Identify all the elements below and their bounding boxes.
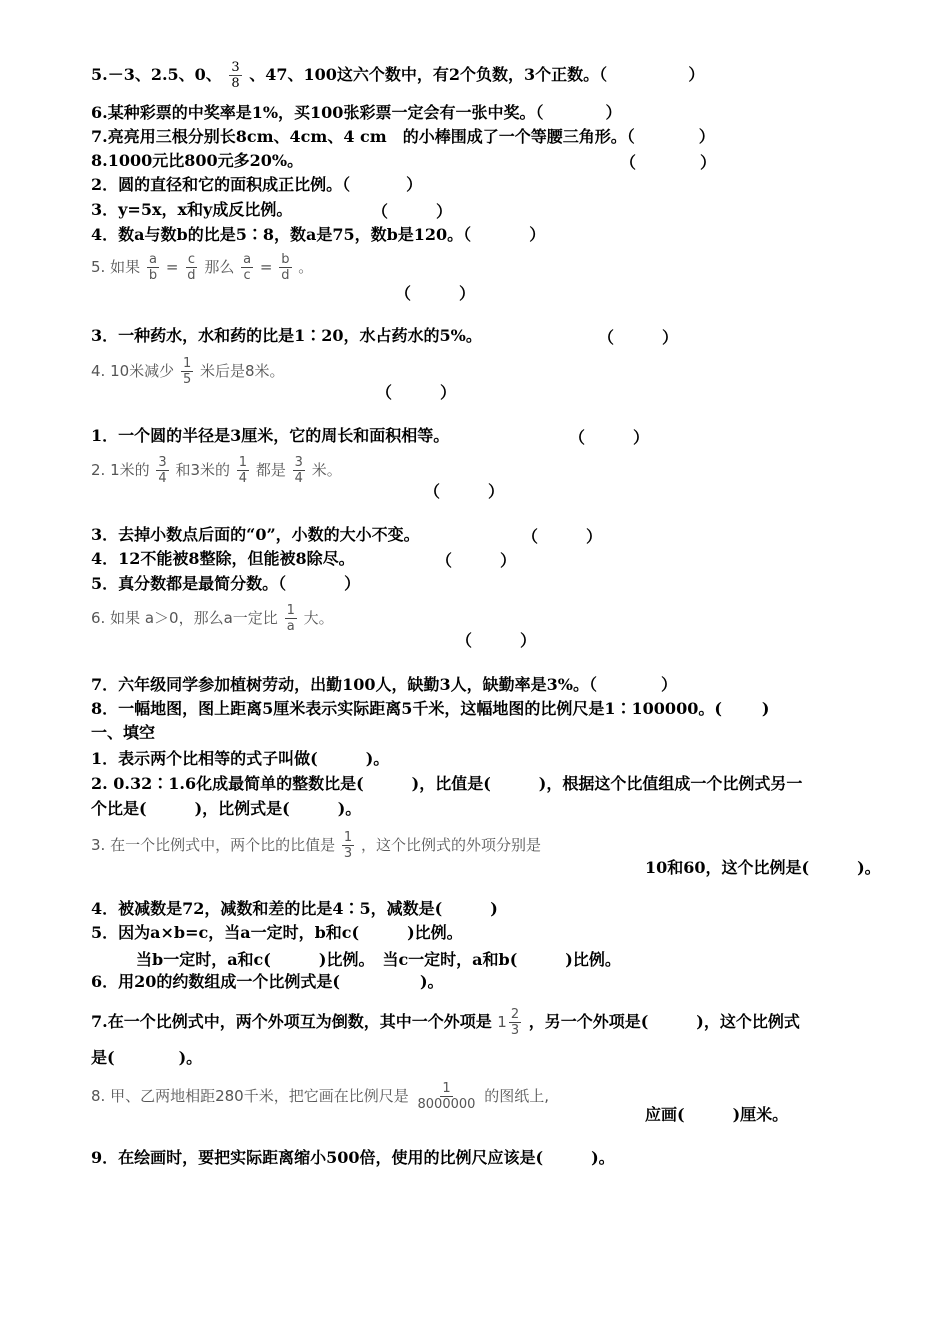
question-line <box>91 199 292 221</box>
answer-bracket[interactable]: （ ） <box>424 482 505 501</box>
answer-bracket[interactable]: （ ） <box>456 631 537 650</box>
question-line: 4. 10米减少 $\frac{1}{5}$ 米后是8米。 <box>91 356 285 387</box>
question-text: 3．y=5x，x和y成反比例。 <box>91 200 293 219</box>
answer-bracket[interactable]: （ ） <box>569 428 650 447</box>
question-text: 5．真分数都是最简分数。（ <box>91 574 287 593</box>
fraction: $\frac{3}{4}$ <box>158 455 167 486</box>
fill-question: 8. 甲、乙两地相距280千米，把它画在比例尺是 $\frac{1}{8000000}$ 的图纸上, <box>91 1081 549 1112</box>
answer-bracket[interactable]: （ ） <box>522 527 603 546</box>
fraction: $\frac{a}{c}$ <box>243 252 252 283</box>
fill-question: 5．因为a×b=c，当a一定时，b和c( )比例。 <box>91 923 463 942</box>
answer-bracket[interactable]: （ ） <box>436 551 517 570</box>
answer-bracket[interactable]: （ ） <box>376 383 457 402</box>
answer-bracket-close[interactable]: ） <box>698 127 715 146</box>
fraction: $\frac{1}{3}$ <box>343 830 353 861</box>
answer-bracket-close: ） <box>688 65 705 84</box>
fraction: $\frac{1}{5}$ <box>182 356 192 387</box>
question-text: 7．六年级同学参加植树劳动，出勤100人，缺勤3人，缺勤率是3%。（ <box>91 675 598 694</box>
question-text: 、47、100这六个数中，有2个负数，3个正数。（ <box>249 65 608 84</box>
question-line <box>91 126 715 148</box>
question-text: 2. 1米的 <box>91 461 150 479</box>
question-line <box>91 425 449 447</box>
fill-question-cont: 10和60，这个比例是( )。 <box>645 858 881 877</box>
fraction: $\frac{1}{8000000}$ <box>417 1081 476 1112</box>
question-text: 5.－3、2.5、0、 <box>91 65 222 84</box>
question-line: 2. 1米的 $\frac{3}{4}$ 和3米的 $\frac{1}{4}$ 都是 $\frac{3}{4}$ 米。 <box>91 455 342 486</box>
question-line <box>91 150 303 172</box>
fill-question: 1．表示两个比相等的式子叫做( )。 <box>91 749 390 768</box>
fraction: $\frac{1}{a}$ <box>286 603 295 634</box>
fill-question: 9．在绘画时，要把实际距离缩小500倍，使用的比例尺应该是( )。 <box>91 1148 615 1167</box>
fill-question-cont: 应画( )厘米。 <box>645 1105 789 1124</box>
fill-question-cont: 当b一定时，a和c( )比例。 当c一定时，a和b( )比例。 <box>136 950 621 969</box>
question-line <box>91 102 621 124</box>
question-text: 8. 甲、乙两地相距280千米，把它画在比例尺是 <box>91 1087 409 1105</box>
question-text: 1．一个圆的半径是3厘米，它的周长和面积相等。 <box>91 426 450 445</box>
answer-bracket[interactable]: （ ） <box>620 153 717 172</box>
fraction: $\frac{3}{8}$ <box>231 60 240 91</box>
question-line <box>91 548 355 570</box>
question-line: 6. 如果 a＞0，那么a一定比 $\frac{1}{a}$ 大。 <box>91 603 334 634</box>
fraction: $\frac{a}{b}$ <box>148 252 158 283</box>
question-line <box>91 325 482 347</box>
section-heading: 一、填空 <box>91 723 156 742</box>
question-line <box>91 698 769 720</box>
fraction: $\frac{2}{3}$ <box>510 1007 520 1038</box>
question-text: 6. 如果 a＞0，那么a一定比 <box>91 609 278 627</box>
fill-question: 6．用20的约数组成一个比例式是( )。 <box>91 972 444 991</box>
question-text: 8.1000元比800元多20%。 <box>91 151 304 170</box>
question-text: 2．圆的直径和它的面积成正比例。（ <box>91 175 351 194</box>
question-text: 3．去掉小数点后面的“0”，小数的大小不变。 <box>91 525 420 544</box>
question-line <box>91 60 704 91</box>
question-text: 6.某种彩票的中奖率是1%，买100张彩票一定会有一张中奖。（ <box>91 103 544 122</box>
fill-question: 2. 0.32∶1.6化成最简单的整数比是( )，比值是( )，根据这个比值组成一个比例式另一 <box>91 774 803 793</box>
question-text: 7.亮亮用三根分别长8cm、4cm、4 cm 的小棒围成了一个等腰三角形。（ <box>91 127 635 146</box>
answer-bracket-close[interactable]: ) <box>761 699 770 718</box>
question-text: 7.在一个比例式中，两个外项互为倒数，其中一个外项是 <box>91 1012 492 1031</box>
fill-question: 4．被减数是72，减数和差的比是4∶5，减数是( ) <box>91 899 498 918</box>
question-text: 5. 如果 <box>91 258 141 276</box>
question-line <box>91 224 545 246</box>
question-line <box>91 573 360 595</box>
question-text: 4．数a与数b的比是5∶8，数a是75，数b是120。（ <box>91 225 472 244</box>
question-line <box>91 524 420 546</box>
question-line <box>91 674 677 696</box>
question-line <box>91 174 422 196</box>
answer-bracket-close[interactable]: ） <box>605 103 622 122</box>
fill-question: 3. 在一个比例式中，两个比的比值是 $\frac{1}{3}$ ，这个比例式的外项分别是 <box>91 830 541 861</box>
fill-question-cont: 是( )。 <box>91 1048 203 1067</box>
fill-question: 7.在一个比例式中，两个外项互为倒数，其中一个外项是 1 $\frac{2}{3}$ ，另一个外项是( )，这个比例式 <box>91 1007 800 1038</box>
question-text: 4. 10米减少 <box>91 362 175 380</box>
answer-bracket[interactable]: （ ） <box>372 202 453 221</box>
question-text: 8．一幅地图，图上距离5厘米表示实际距离5千米，这幅地图的比例尺是1∶100000。( <box>91 699 722 718</box>
answer-bracket-close[interactable]: ） <box>344 574 361 593</box>
fraction: $\frac{3}{4}$ <box>294 455 303 486</box>
fill-question: 个比是( )，比例式是( )。 <box>91 799 362 818</box>
answer-bracket[interactable]: （ ） <box>598 328 679 347</box>
fraction: $\frac{1}{4}$ <box>238 455 248 486</box>
fraction: $\frac{b}{d}$ <box>281 252 290 283</box>
answer-bracket-close[interactable]: ） <box>406 175 423 194</box>
question-text: 3．一种药水，水和药的比是1∶20，水占药水的5%。 <box>91 326 482 345</box>
fraction: $\frac{c}{d}$ <box>187 252 196 283</box>
question-text: 4．12不能被8整除，但能被8除尽。 <box>91 549 355 568</box>
answer-bracket-close[interactable]: ） <box>529 225 546 244</box>
question-text: 3. 在一个比例式中，两个比的比值是 <box>91 836 336 854</box>
answer-bracket[interactable]: （ ） <box>395 284 476 303</box>
answer-bracket-close[interactable]: ） <box>661 675 678 694</box>
question-line: 5. 如果 $\frac{a}{b}$ = $\frac{c}{d}$ 那么 $\frac{a}{c}$ = $\frac{b}{d}$ 。 <box>91 252 314 283</box>
